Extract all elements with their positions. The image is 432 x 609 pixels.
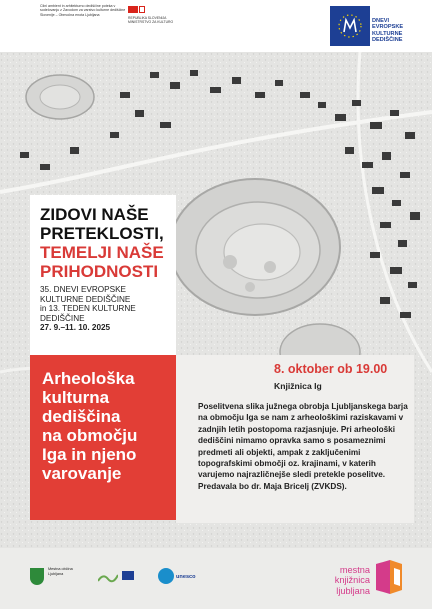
eu-flag-icon bbox=[122, 571, 134, 580]
ljubljana-text: Mestna občina Ljubljana bbox=[48, 567, 73, 576]
date-range: 27. 9.–11. 10. 2025 bbox=[40, 323, 111, 333]
ljubljana-shield-icon bbox=[30, 568, 44, 585]
mkl-logo-icon bbox=[374, 558, 404, 596]
ministry-logo bbox=[128, 6, 174, 36]
lecture-title-line: dediščina bbox=[42, 407, 121, 426]
lecture-title-line: Iga in njeno bbox=[42, 445, 137, 464]
mkl-text-line: ljubljana bbox=[336, 585, 370, 596]
unesco-text: unesco bbox=[176, 574, 196, 580]
subtitle-line: KULTURNE DEDIŠČINE bbox=[40, 294, 131, 304]
unesco-emblem-icon bbox=[158, 568, 174, 584]
subtitle-line: 35. DNEVI EVROPSKE bbox=[40, 285, 127, 294]
title-line: ZIDOVI NAŠE bbox=[40, 205, 149, 224]
ministry-text: REPUBLIKA SLOVENIJA MINISTRSTVO ZA KULTURO bbox=[128, 16, 174, 24]
event-venue: Knjižnica Ig bbox=[274, 381, 322, 391]
edd-text-line: DNEVI bbox=[372, 18, 390, 24]
subtitle bbox=[40, 285, 166, 333]
lecture-title-line: varovanje bbox=[42, 464, 122, 483]
edd-text-line: KULTURNE bbox=[372, 30, 403, 37]
title-line: PRETEKLOSTI, bbox=[40, 224, 164, 243]
edd-text bbox=[372, 18, 403, 43]
event-description: Poselitvena slika južnega obrobja Ljubljanskega barja na območju Iga se nam z arheološkimi raziskavami v zadnjih letih postopoma razjasnjuje. Pri arheološki dediščini nimamo opravka samo s posameznimi predmeti ali objekti, ampak z zaključenimi topografskimi območji oz. krajinami, v katerih varujemo najrazličnejše sledi pretekle poselitve. Predavala bo dr. Maja Bricelj (ZVKDS). bbox=[198, 402, 408, 491]
subtitle-line: in 13. TEDEN KULTURNE bbox=[40, 304, 136, 314]
event-panel bbox=[176, 355, 414, 523]
sponsor-text: Cilni ambient in arhitekturno dediščine poteka v sodelovanju z Zavodom za varstvo kulturne dediščine Slovenije – Območna enota Ljubljana bbox=[40, 4, 126, 17]
edd-text-line: EVROPSKE bbox=[372, 24, 404, 31]
lecture-title-line: kulturna bbox=[42, 388, 110, 407]
lecture-title-box bbox=[30, 355, 176, 520]
zvkds-logo-icon bbox=[98, 570, 118, 582]
lecture-title-line: na območju bbox=[42, 426, 138, 445]
mkl-text-line: knjižnica bbox=[334, 575, 370, 586]
ministry-mark-icon bbox=[128, 6, 138, 13]
title-line-red: TEMELJI NAŠE bbox=[40, 243, 164, 262]
edd-text-line: DEDIŠČINE bbox=[372, 36, 403, 43]
mkl-text-line: mestna bbox=[339, 565, 370, 575]
title-line-red: PRIHODNOSTI bbox=[40, 262, 159, 281]
event-date: 8. oktober ob 19.00 bbox=[274, 362, 388, 376]
title-box bbox=[30, 195, 176, 355]
header bbox=[0, 0, 432, 52]
subtitle-line: DEDIŠČINE bbox=[40, 313, 85, 323]
mkl-text bbox=[314, 565, 370, 596]
edd-logo-icon bbox=[330, 6, 370, 46]
footer bbox=[0, 548, 432, 609]
lecture-title-line: Arheološka bbox=[42, 369, 135, 388]
ministry-mark-outline-icon bbox=[139, 6, 145, 13]
